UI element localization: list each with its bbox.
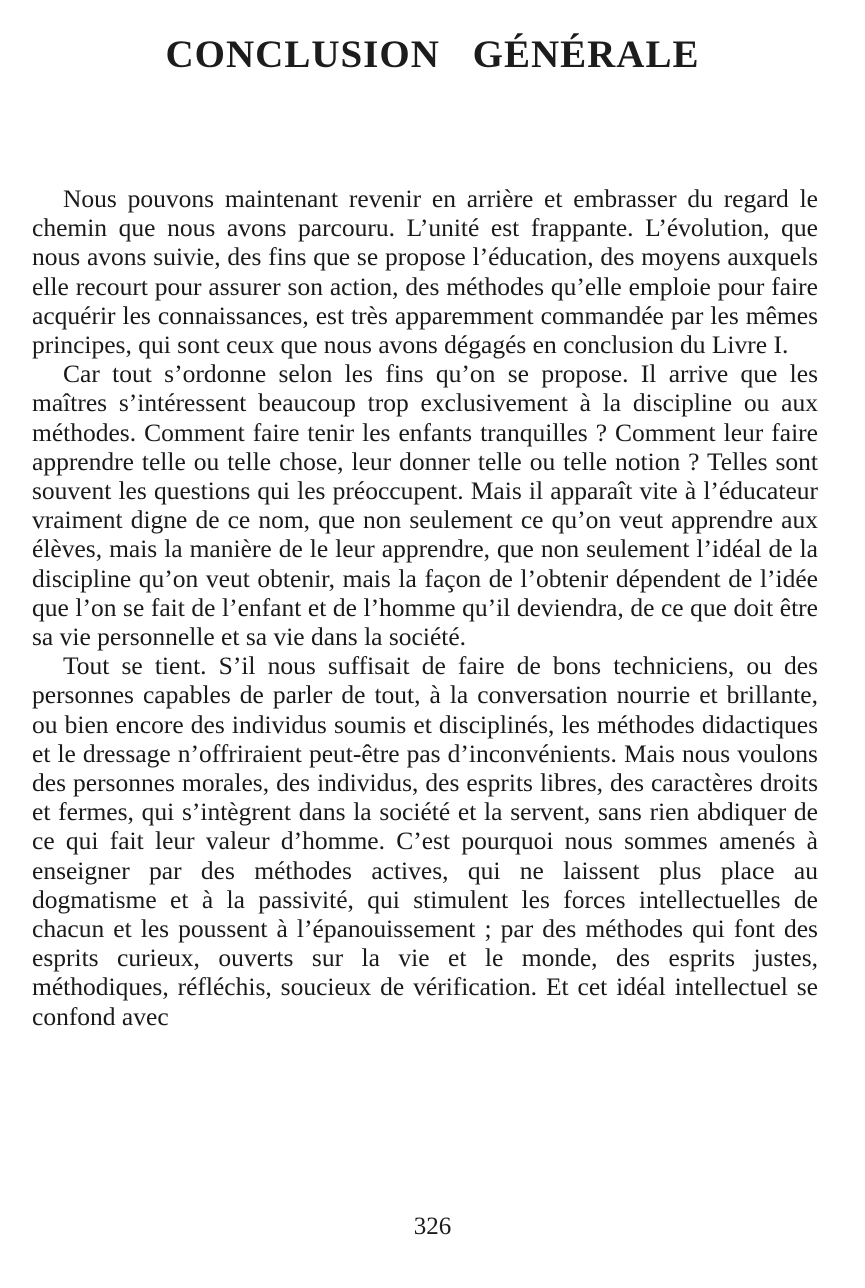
paragraph-3: Tout se tient. S’il nous suffisait de faire de bons techniciens, ou des personnes capables de parler de tout, à la conversation nourrie et brillante, ou bien encore des individus soumis et disciplinés, les méthodes didactiques et le dressage n’offriraient peut-être pas d’inconvénients. Mais nous voulons des personnes morales, des individus, des esprits libres, des caractères droits et fermes, qui s’intègrent dans la société et la servent, sans rien abdiquer de ce qui fait leur valeur d’homme. C’est pourquoi nous sommes amenés à enseigner par des méthodes actives, qui ne laissent plus place au dogmatisme et à la passivité, qui stimulent les forces intellectuelles de chacun et les poussent à l’épanouissement ; par des méthodes qui font des esprits curieux, ouverts sur la vie et le monde, des esprits justes, méthodiques, réfléchis, soucieux de vérification. Et cet idéal intellectuel se confond avec [32,651,818,1031]
chapter-title: CONCLUSION GÉNÉRALE [165,33,700,76]
page-number: 326 [413,1213,452,1240]
paragraph-2: Car tout s’ordonne selon les fins qu’on se propose. Il arrive que les maîtres s’intéressent beaucoup trop exclusivement à la discipline ou aux méthodes. Comment faire tenir les enfants tranquilles ? Comment leur faire apprendre telle ou telle chose, leur donner telle ou telle notion ? Telles sont souvent les questions qui les préoccupent. Mais il apparaît vite à l’éducateur vraiment digne de ce nom, que non seulement ce qu’on veut apprendre aux élèves, mais la manière de le leur apprendre, que non seulement l’idéal de la discipline qu’on veut obtenir, mais la façon de l’obtenir dépendent de l’idée que l’on se fait de l’enfant et de l’homme qu’il deviendra, de ce que doit être sa vie personnelle et sa vie dans la société. [32,359,818,652]
body-text [32,184,818,1031]
paragraph-1: Nous pouvons maintenant revenir en arrière et embrasser du regard le chemin que nous avons parcouru. L’unité est frappante. L’évolution, que nous avons suivie, des fins que se propose l’éducation, des moyens auxquels elle recourt pour assurer son action, des méthodes qu’elle emploie pour faire acquérir les connaissances, est très apparemment commandée par les mêmes principes, qui sont ceux que nous avons dégagés en conclusion du Livre I. [32,184,818,360]
